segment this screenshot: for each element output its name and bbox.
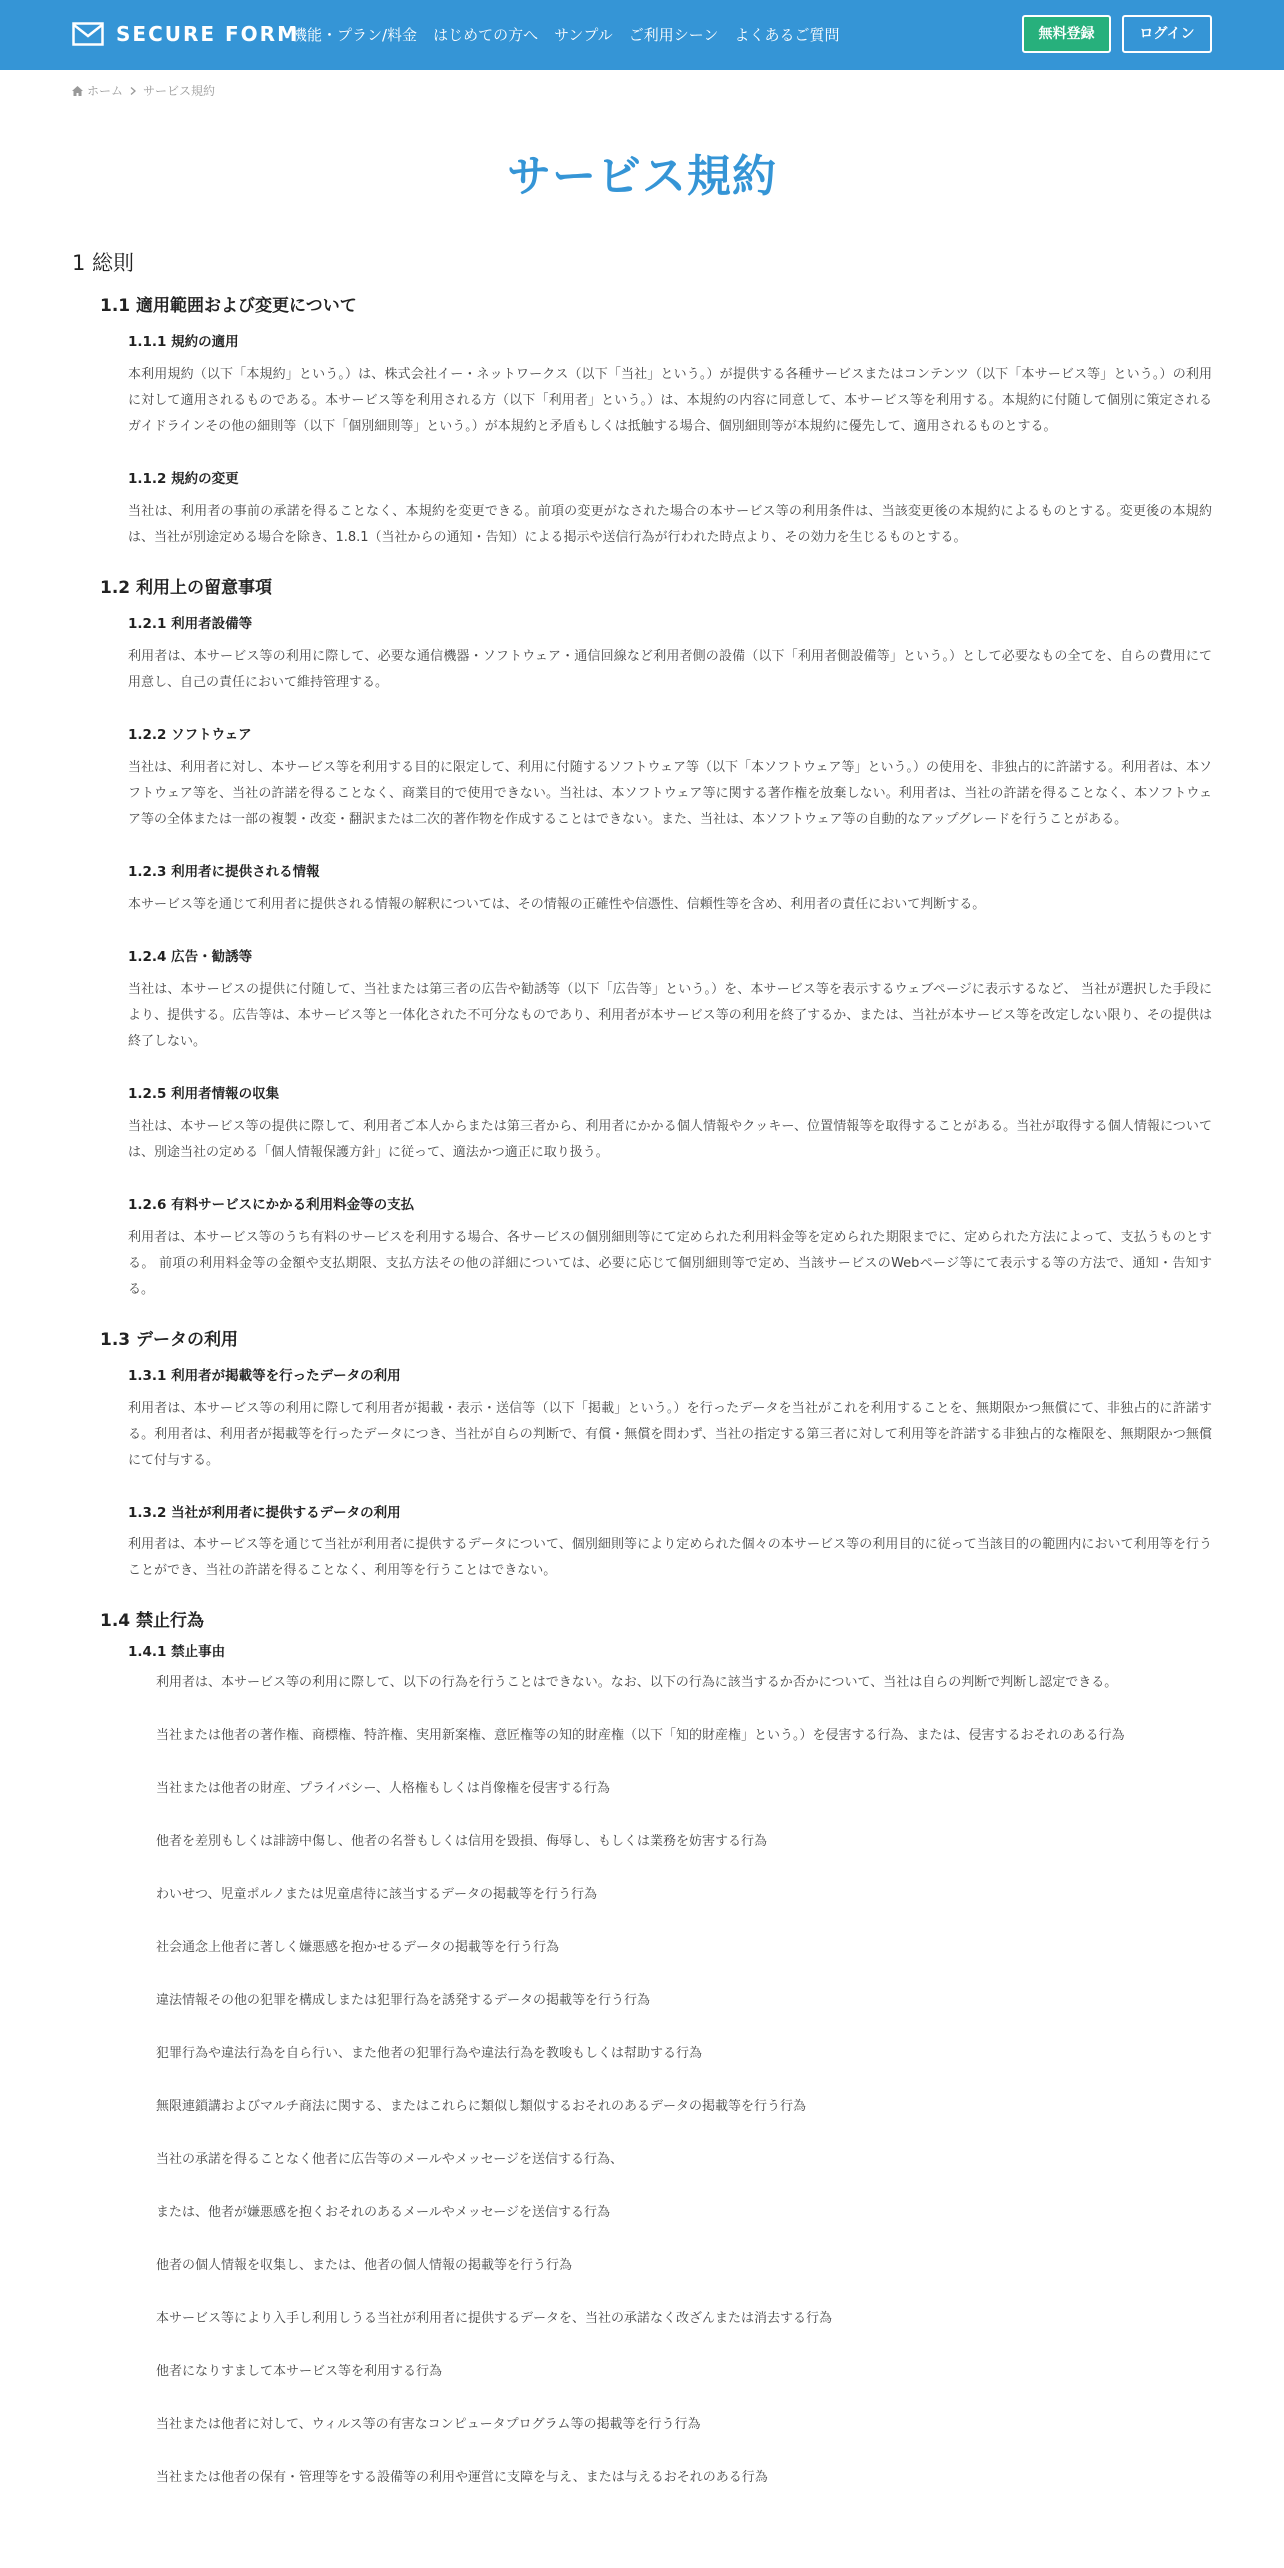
subsection (128, 333, 1212, 440)
breadcrumb-home[interactable]: ホーム (87, 84, 124, 98)
subsection (128, 863, 1212, 918)
section-1-2 (72, 577, 1212, 1302)
subsection-title: 1.2.2 ソフトウェア (128, 727, 252, 744)
section-1-1 (72, 295, 1212, 551)
chevron-right-icon (130, 87, 136, 95)
subsection-text: 利用者は、本サービス等の利用に際して、必要な通信機器・ソフトウェア・通信回線など利用者側の設備（以下「利用者側設備等」という。）として必要なもの全てを、自らの費用にて用意し、自己の責任において維持管理する。 (128, 649, 1212, 691)
nav-beginners[interactable]: はじめての方へ (433, 26, 539, 44)
subsection-text: 利用者は、本サービス等の利用に際して利用者が掲載・表示・送信等（以下「掲載」という。）を行ったデータを当社がこれを利用することを、無期限かつ無償にて、非独占的に許諾する。利用者は、利用者が掲載等を行ったデータにつき、当社が自らの判断で、有償・無償を問わず、当社の指定する第三者に対して利用等を許諾する非独占的な権限を、無期限かつ無償にて付与する。 (128, 1400, 1212, 1468)
subsection (128, 1196, 1212, 1303)
nav-faq[interactable]: よくあるご質問 (734, 26, 840, 44)
list-item: 本サービス等により入手し利用しうる当社が利用者に提供するデータを、当社の承諾なく改ざんまたは消去する行為 (156, 2311, 833, 2327)
subsection (128, 615, 1212, 696)
login-button[interactable]: ログイン (1122, 15, 1212, 53)
nav-use-cases[interactable]: ご利用シーン (628, 26, 719, 44)
subsection-title: 1.2.3 利用者に提供される情報 (128, 864, 320, 881)
subsection-text: 本サービス等を通じて利用者に提供される情報の解釈については、その情報の正確性や信憑性、信頼性等を含め、利用者の責任において判断する。 (128, 896, 986, 912)
list-item: 社会通念上他者に著しく嫌悪感を抱かせるデータの掲載等を行う行為 (156, 1940, 560, 1956)
list-item: わいせつ、児童ポルノまたは児童虐待に該当するデータの掲載等を行う行為 (156, 1887, 597, 1903)
subsection-text: 利用者は、本サービス等を通じて当社が利用者に提供するデータについて、個別細則等により定められた個々の本サービス等の利用目的に従って当該目的の範囲内において利用等を行うことができ、当社の許諾を得ることなく、利用等を行うことはできない。 (128, 1537, 1212, 1579)
subsection-title: 1.4.1 禁止事由 (128, 1643, 226, 1660)
logo[interactable] (72, 22, 299, 46)
subsection-title: 1.2.4 広告・勧誘等 (128, 948, 253, 965)
list-item: または、他者が嫌悪感を抱くおそれのあるメールやメッセージを送信する行為 (156, 2205, 610, 2221)
list-item: 他者になりすまして本サービス等を利用する行為 (156, 2364, 443, 2380)
nav-sample[interactable]: サンプル (554, 26, 613, 44)
subsection-text: 本利用規約（以下「本規約」という。）は、株式会社イー・ネットワークス（以下「当社」という。）が提供する各種サービスまたはコンテンツ（以下「本サービス等」という。）の利用に対して適用されるものである。本サービス等を利用される方（以下「利用者」という。）は、本規約の内容に同意して、本サービス等を利用する。本規約に付随して個別に策定されるガイドラインその他の細則等（以下「個別細則等」という。）が本規約と矛盾もしくは抵触する場合、個別細則等が本規約に優先して、適用されるものとする。 (128, 367, 1212, 435)
subsection-title: 1.2.1 利用者設備等 (128, 616, 253, 633)
chapter-title: 1 総則 (72, 251, 135, 275)
terms-content (72, 250, 1212, 2521)
section-1-3 (72, 1329, 1212, 1585)
subsection (128, 1367, 1212, 1474)
list-item: 他者を差別もしくは誹謗中傷し、他者の名誉もしくは信用を毀損、侮辱し、もしくは業務を妨害する行為 (156, 1834, 768, 1850)
list-item: 当社または他者の財産、プライバシー、人格権もしくは肖像権を侵害する行為 (156, 1781, 610, 1797)
section-title: 1.3 データの利用 (100, 1329, 239, 1350)
main-nav (292, 24, 855, 45)
subsection-title: 1.3.2 当社が利用者に提供するデータの利用 (128, 1504, 401, 1521)
site-header (0, 0, 1284, 70)
breadcrumb-current: サービス規約 (143, 84, 216, 98)
subsection-title: 1.3.1 利用者が掲載等を行ったデータの利用 (128, 1367, 401, 1384)
subsection-text: 当社は、利用者の事前の承諾を得ることなく、本規約を変更できる。前項の変更がなされた場合の本サービス等の利用条件は、当該変更後の本規約によるものとする。変更後の本規約は、当社が別途定める場合を除き、1.8.1（当社からの通知・告知）による掲示や送信行為が行われた時点より、その効力を生じるものとする。 (128, 504, 1212, 546)
list-item: 当社の承諾を得ることなく他者に広告等のメールやメッセージを送信する行為、 (156, 2152, 623, 2168)
list-item: 当社または他者の保有・管理等をする設備等の利用や運営に支障を与え、または与えるおそれのある行為 (156, 2470, 768, 2486)
section-title: 1.1 適用範囲および変更について (100, 296, 357, 317)
prohibited-acts-list (156, 1673, 1212, 2488)
section-1-4 (72, 1610, 1212, 2488)
register-button[interactable]: 無料登録 (1022, 15, 1111, 53)
subsection-title: 1.1.2 規約の変更 (128, 471, 239, 488)
list-item: 利用者は、本サービス等の利用に際して、以下の行為を行うことはできない。なお、以下の行為に該当するか否かについて、当社は自らの判断で判断し認定できる。 (156, 1675, 1118, 1691)
subsection-text: 当社は、利用者に対し、本サービス等を利用する目的に限定して、利用に付随するソフトウェア等（以下「本ソフトウェア等」という。）の使用を、非独占的に許諾する。利用者は、本ソフトウェア等を、当社の許諾を得ることなく、商業目的で使用できない。当社は、本ソフトウェア等に関する著作権を放棄しない。利用者は、当社の許諾を得ることなく、本ソフトウェア等の全体または一部の複製・改変・翻訳または二次的著作物を作成することはできない。また、当社は、本ソフトウェア等の自動的なアップグレードを行うことがある。 (128, 760, 1212, 828)
subsection-text: 利用者は、本サービス等のうち有料のサービスを利用する場合、各サービスの個別細則等にて定められた利用料金等を定められた期限までに、定められた方法によって、支払うものとする。 前項の利用料金等の金額や支払期限、支払方法その他の詳細については、必要に応じて個別細則等で定め、当該サービスのWebページ等にて表示する等の方法で、通知・告知する。 (128, 1229, 1212, 1297)
subsection (128, 1643, 1212, 2489)
subsection-text: 当社は、本サービスの提供に付随して、当社または第三者の広告や勧誘等（以下「広告等」という。）を、本サービス等を表示するウェブページに表示するなど、 当社が選択した手段により、提供する。広告等は、本サービス等と一体化された不可分なものであり、利用者が本サービス等の利用を終了するか、または、当社が本サービス等を改定しない限り、その提供は終了しない。 (128, 981, 1212, 1049)
home-icon (72, 86, 83, 96)
subsection (128, 1504, 1212, 1585)
subsection-title: 1.1.1 規約の適用 (128, 334, 239, 351)
list-item: 当社または他者に対して、ウィルス等の有害なコンピュータプログラム等の掲載等を行う行為 (156, 2417, 701, 2433)
list-item: 当社または他者の著作権、商標権、特許権、実用新案権、意匠権等の知的財産権（以下「知的財産権」という。）を侵害する行為、または、侵害するおそれのある行為 (156, 1728, 1125, 1744)
section-title: 1.4 禁止行為 (100, 1611, 205, 1632)
subsection (128, 470, 1212, 551)
subsection (128, 948, 1212, 1055)
envelope-icon (72, 22, 104, 46)
subsection-title: 1.2.6 有料サービスにかかる利用料金等の支払 (128, 1196, 415, 1213)
list-item: 他者の個人情報を収集し、または、他者の個人情報の掲載等を行う行為 (156, 2258, 573, 2274)
subsection-text: 当社は、本サービス等の提供に際して、利用者ご本人からまたは第三者から、利用者にかかる個人情報やクッキー、位置情報等を取得することがある。当社が取得する個人情報については、別途当社の定める「個人情報保護方針」に従って、適法かつ適正に取り扱う。 (128, 1118, 1212, 1160)
section-title: 1.2 利用上の留意事項 (100, 578, 273, 599)
list-item: 犯罪行為や違法行為を自ら行い、また他者の犯罪行為や違法行為を教唆もしくは幇助する行為 (156, 2046, 703, 2062)
subsection (128, 726, 1212, 833)
page-title: サービス規約 (507, 151, 777, 202)
subsection (128, 1085, 1212, 1166)
nav-features[interactable]: 機能・プラン/料金 (292, 26, 418, 44)
subsection-title: 1.2.5 利用者情報の収集 (128, 1085, 280, 1102)
list-item: 違法情報その他の犯罪を構成しまたは犯罪行為を誘発するデータの掲載等を行う行為 (156, 1993, 651, 2009)
breadcrumb (72, 82, 215, 99)
list-item: 無限連鎖講およびマルチ商法に関する、またはこれらに類似し類似するおそれのあるデータの掲載等を行う行為 (156, 2099, 807, 2115)
logo-text: SECURE FORM (116, 22, 299, 46)
